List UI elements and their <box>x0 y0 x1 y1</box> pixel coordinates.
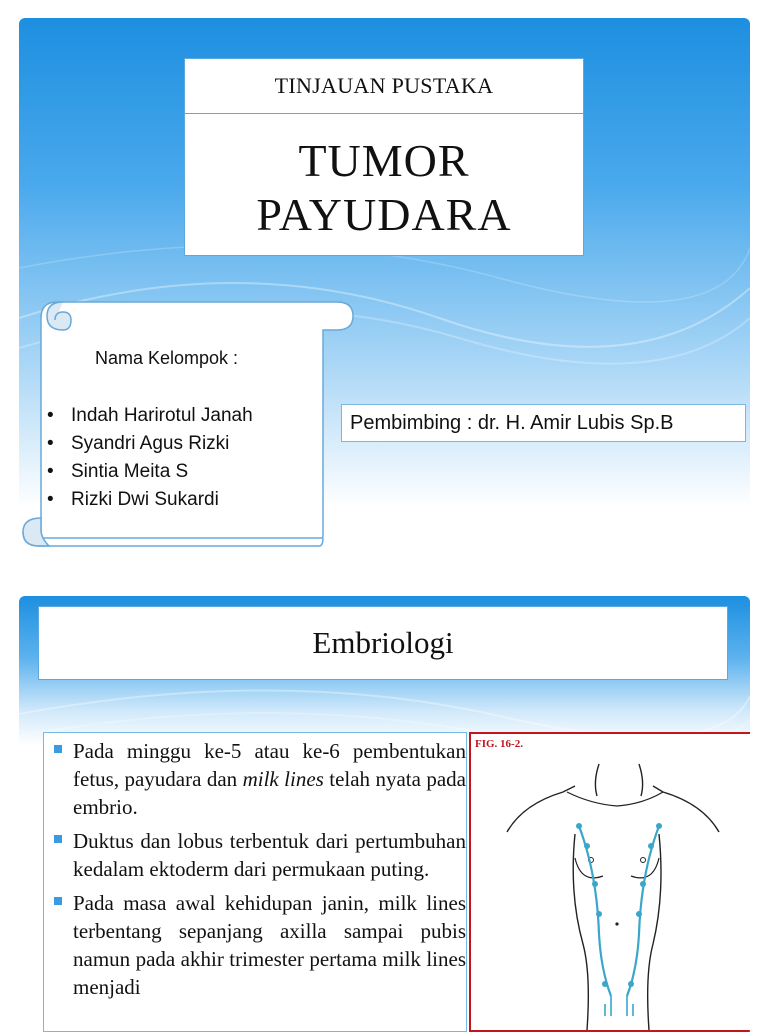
list-item: Duktus dan lobus terbentuk dari pertumbuhan kedalam ektoderm dari permukaan puting. <box>48 827 466 883</box>
supervisor-box: Pembimbing : dr. H. Amir Lubis Sp.B <box>341 404 746 442</box>
title-line-1: TUMOR <box>298 135 470 186</box>
title-line-2: PAYUDARA <box>256 189 512 240</box>
list-item: • Sintia Meita S <box>47 461 189 482</box>
list-item: • Indah Harirotul Janah <box>47 405 253 426</box>
list-item: • Syandri Agus Rizki <box>47 433 230 454</box>
slide-title: Embriologi <box>38 606 728 680</box>
slide-subtitle: TINJAUAN PUSTAKA <box>185 59 583 114</box>
title-slide <box>19 18 750 574</box>
list-item: Pada minggu ke-5 atau ke-6 pembentukan fetus, payudara dan milk lines telah nyata pada embrio. <box>48 737 466 821</box>
group-label: Nama Kelompok : <box>95 348 239 368</box>
list-item: Pada masa awal kehidupan janin, milk lines terbentang sepanjang axilla sampai pubis namun pada akhir trimester pertama milk lines menjadi <box>48 889 466 1001</box>
embriologi-slide <box>19 596 750 1036</box>
bullet-box <box>43 732 467 1032</box>
milk-line-illustration <box>471 734 750 1030</box>
figure-label: FIG. 16-2. <box>475 738 523 750</box>
figure-panel <box>469 732 750 1032</box>
member-list <box>47 402 253 514</box>
list-item: • Rizki Dwi Sukardi <box>47 489 219 510</box>
